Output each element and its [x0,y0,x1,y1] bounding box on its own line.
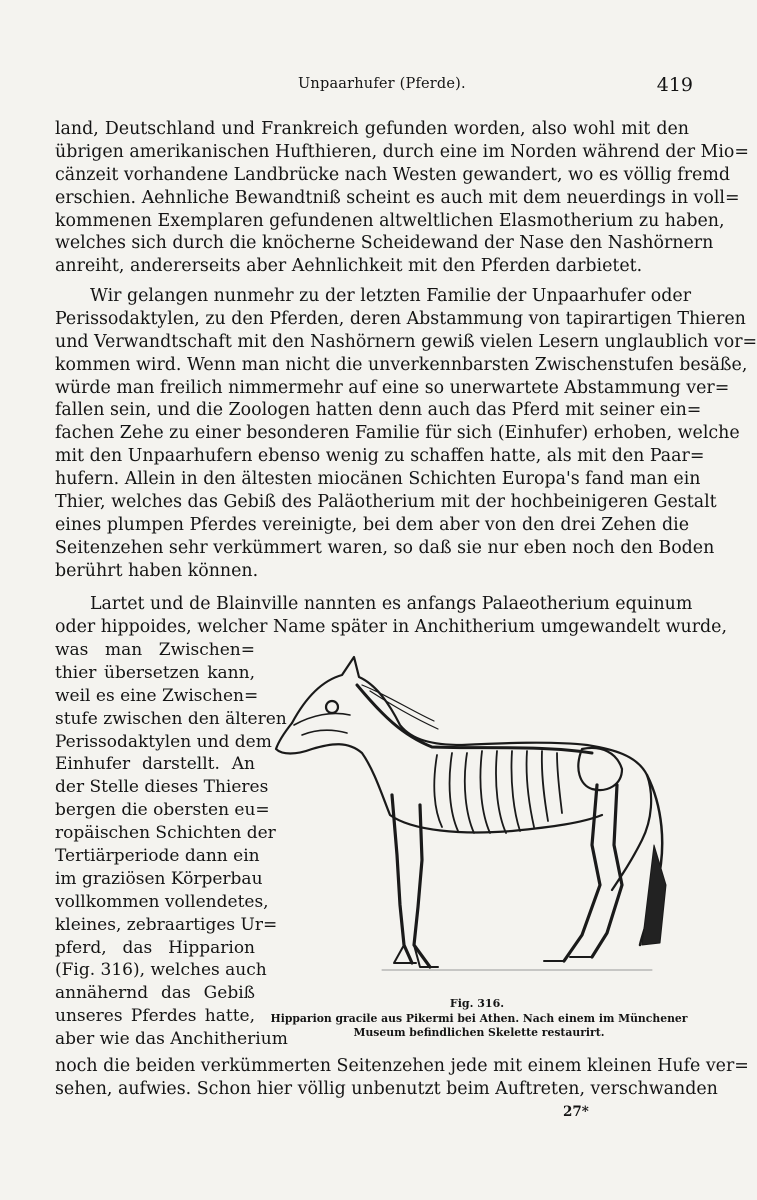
text-line: sehen, aufwies. Schon hier völlig unbenutzt beim Auftreten, verschwanden [55,1078,718,1099]
paragraph-block-2 [55,285,757,583]
text-line: Lartet und de Blainville nannten es anfangs Palaeotherium equinum [90,594,693,614]
text-line: bergen die obersten eu= [55,800,270,821]
signature-mark: 27* [563,1104,589,1120]
text-line: cänzeit vorhandene Landbrücke nach Westen gewandert, wo es völlig fremd [55,164,730,185]
text-line: Tertiärperiode dann ein [55,846,260,867]
text-line: fachen Zehe zu einer besonderen Familie für sich (Einhufer) erhoben, welche [55,423,740,444]
text-line: was man Zwischen= [55,640,255,660]
text-line: pferd, das Hipparion [55,937,255,958]
text-line: oder hippoides, welcher Name später in Anchitherium umgewandelt wurde, [55,616,728,637]
text-line: im graziösen Körperbau [55,868,263,889]
text-line: mit den Unpaarhufern ebenso wenig zu schaffen hatte, als mit den Paar= [55,446,705,467]
text-line: kleines, zebraartiges Ur= [55,914,278,935]
text-line: hufern. Allein in den ältesten miocänen Schichten Europa's fand man ein [55,469,701,490]
text-line: Perissodaktylen, zu den Pferden, deren Abstammung von tapirartigen Thieren [55,308,746,329]
text-line: noch die beiden verkümmerten Seitenzehen jede mit einem kleinen Hufe ver= [55,1056,749,1076]
text-line: anreiht, andererseits aber Aehnlichkeit mit den Pferden darbietet. [55,256,643,277]
figure-caption [270,1012,688,1040]
text-line: Einhufer darstellt. An [55,754,255,775]
text-line: aber wie das Anchitherium [55,1029,288,1050]
paragraph-block-1 [55,118,749,278]
text-line: kommen wird. Wenn man nicht die unverkennbarsten Zwischenstufen besäße, [55,354,748,375]
page-number: 419 [656,74,693,96]
text-line: berührt haben können. [55,560,259,581]
narrow-text-column [55,639,288,1051]
horse-skeleton-illustration [262,645,692,990]
text-line: stufe zwischen den älteren [55,708,287,729]
text-line: unseres Pferdes hatte, [55,1006,255,1027]
hipparion-skeleton-figure [262,645,692,990]
text-line: (Fig. 316), welches auch [55,960,267,981]
text-line: thier übersetzen kann, [55,662,255,683]
text-line: würde man freilich nimmermehr auf eine so unerwartete Abstammung ver= [55,377,730,398]
text-line: fallen sein, und die Zoologen hatten denn auch das Pferd mit seiner ein= [55,400,702,421]
text-line: ropäischen Schichten der [55,823,276,844]
text-line: erschien. Aehnliche Bewandtniß scheint es auch mit dem neuerdings in voll= [55,187,740,208]
text-line: vollkommen vollendetes, [55,891,269,912]
text-line: land, Deutschland und Frankreich gefunden worden, also wohl mit den [55,119,689,139]
text-line: Wir gelangen nunmehr zu der letzten Familie der Unpaarhufer oder [90,286,692,306]
figure-caption-line: Museum befindlichen Skelette restaurirt. [353,1026,605,1039]
text-line: und Verwandtschaft mit den Nashörnern gewiß vielen Lesern unglaublich vor= [55,331,757,352]
text-line: weil es eine Zwischen= [55,685,259,706]
paragraph-block-3 [55,593,728,639]
text-line: übrigen amerikanischen Hufthieren, durch eine im Norden während der Mio= [55,141,749,162]
text-line: welches sich durch die knöcherne Scheidewand der Nase den Nashörnern [55,233,714,254]
text-line: eines plumpen Pferdes vereinigte, bei dem aber von den drei Zehen die [55,514,689,535]
text-line: Thier, welches das Gebiß des Paläotherium mit der hochbeinigeren Gestalt [55,492,717,513]
paragraph-block-4 [55,1055,749,1101]
running-title: Unpaarhufer (Pferde). [298,76,466,92]
text-line: der Stelle dieses Thieres [55,777,269,798]
text-line: Seitenzehen sehr verkümmert waren, so daß sie nur eben noch den Boden [55,537,715,558]
figure-caption-line: Hipparion gracile aus Pikermi bei Athen. Nach einem im Münchener [270,1012,688,1025]
text-line: annähernd das Gebiß [55,983,255,1004]
figure-label: Fig. 316. [449,997,505,1010]
text-line: kommenen Exemplaren gefundenen altweltlichen Elasmotherium zu haben, [55,210,725,231]
text-line: Perissodaktylen und dem [55,731,272,752]
